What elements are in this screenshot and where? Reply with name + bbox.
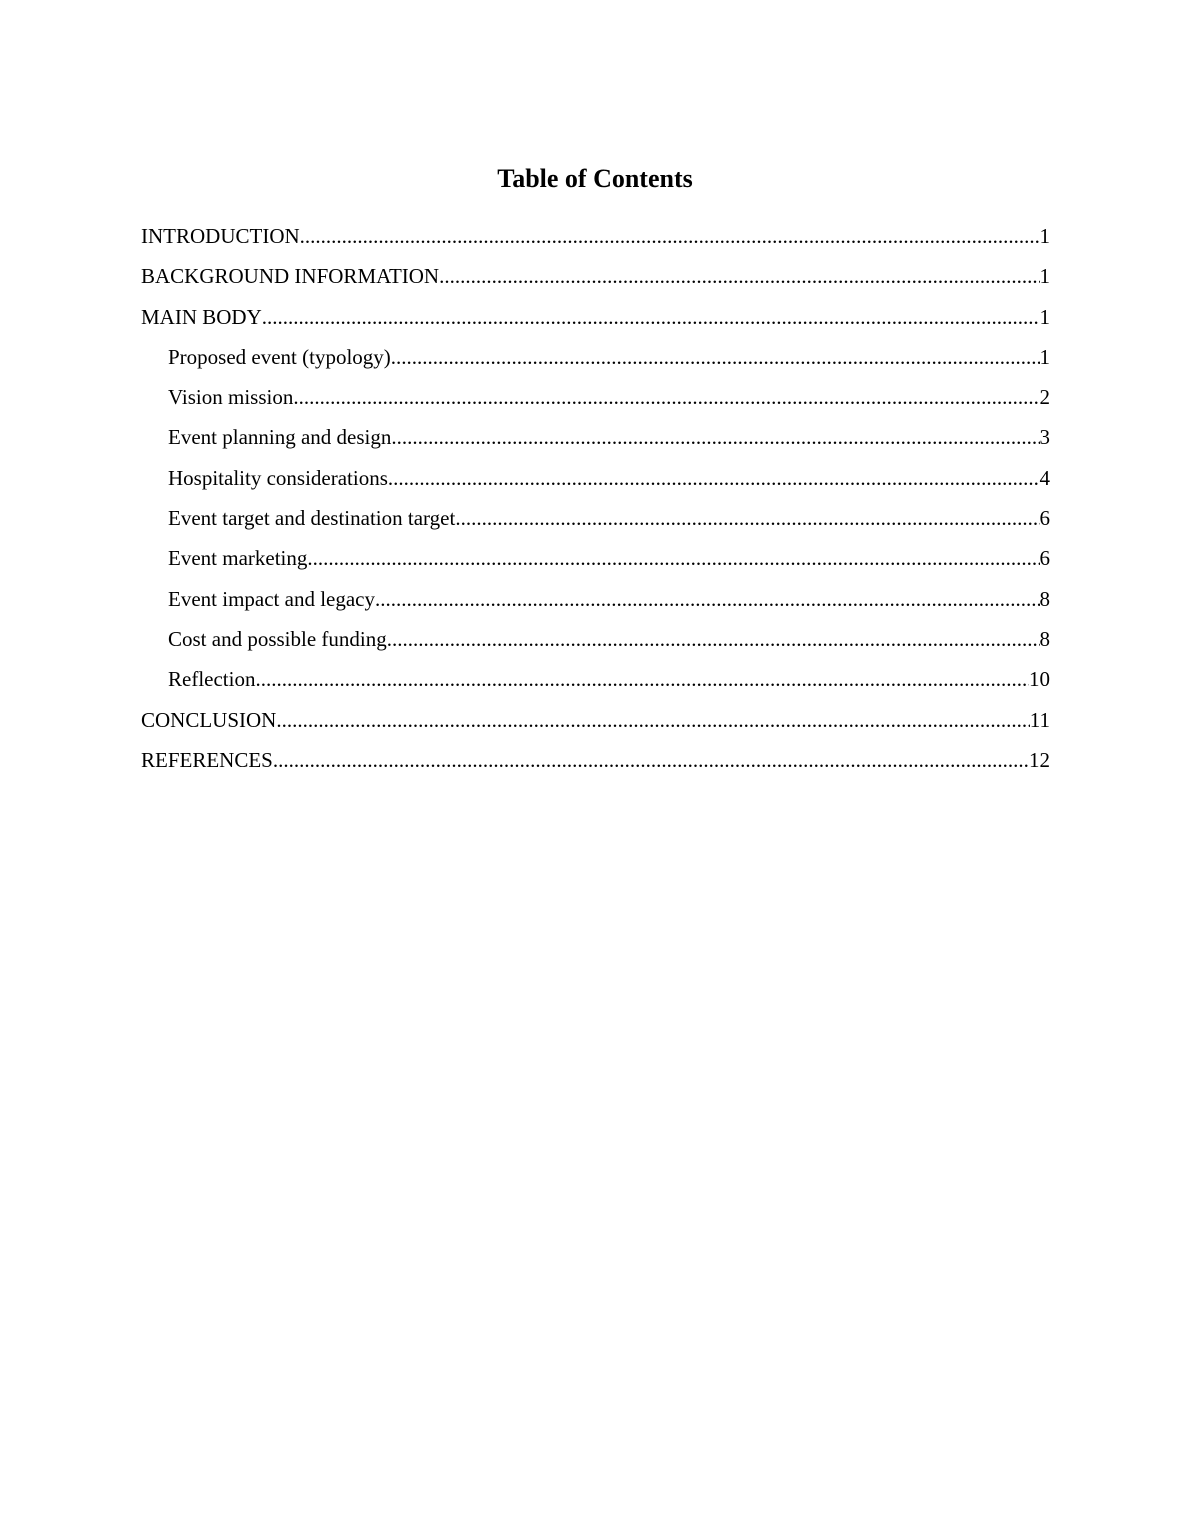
toc-list [141, 216, 1050, 780]
toc-entry-proposed-event[interactable] [141, 337, 1050, 377]
toc-page-number: 6 [1039, 546, 1050, 571]
toc-dot-leader [391, 337, 1040, 377]
toc-page-number: 8 [1039, 586, 1050, 611]
toc-entry-label: Hospitality considerations [168, 465, 388, 490]
toc-entry-label: Event target and destination target [168, 506, 456, 531]
toc-entry-hospitality-considerations[interactable] [141, 458, 1050, 498]
toc-entry-label: Reflection [168, 667, 256, 692]
toc-dot-leader [255, 659, 1029, 699]
toc-entry-event-impact[interactable] [141, 579, 1050, 619]
toc-entry-introduction[interactable] [141, 216, 1050, 256]
toc-page-number: 1 [1039, 224, 1050, 248]
toc-page-number: 6 [1039, 506, 1050, 531]
toc-entry-label: INTRODUCTION [141, 224, 300, 248]
toc-entry-label: BACKGROUND INFORMATION [141, 264, 440, 289]
toc-entry-label: REFERENCES [141, 747, 273, 772]
toc-entry-label: Event planning and design [168, 425, 392, 450]
toc-page-number: 1 [1039, 344, 1050, 369]
toc-entry-label: Proposed event (typology) [168, 344, 391, 369]
toc-dot-leader [455, 498, 1039, 538]
toc-dot-leader [307, 538, 1039, 578]
toc-dot-leader [262, 297, 1040, 337]
toc-entry-vision-mission[interactable] [141, 377, 1050, 417]
toc-dot-leader [375, 579, 1040, 619]
toc-page-number: 1 [1039, 264, 1050, 289]
toc-entry-label: Vision mission [168, 385, 294, 410]
toc-page-number: 8 [1039, 626, 1050, 651]
toc-page-number: 1 [1039, 304, 1050, 329]
toc-dot-leader [388, 458, 1040, 498]
toc-entry-event-marketing[interactable] [141, 538, 1050, 578]
toc-entry-event-target[interactable] [141, 498, 1050, 538]
toc-page-number: 12 [1029, 747, 1050, 772]
toc-entry-cost-and-funding[interactable] [141, 619, 1050, 659]
toc-entry-reflection[interactable] [141, 659, 1050, 699]
toc-entry-label: Cost and possible funding [168, 626, 387, 651]
toc-page-number: 3 [1039, 425, 1050, 450]
toc-dot-leader [300, 216, 1040, 256]
toc-entry-main-body[interactable] [141, 297, 1050, 337]
toc-dot-leader [293, 377, 1039, 417]
toc-entry-event-planning-and-design[interactable] [141, 417, 1050, 457]
toc-entry-background-information[interactable] [141, 256, 1050, 296]
toc-dot-leader [273, 740, 1029, 780]
toc-title: Table of Contents [497, 164, 693, 193]
toc-entry-label: CONCLUSION [141, 707, 277, 732]
toc-dot-leader [276, 700, 1029, 740]
toc-dot-leader [391, 417, 1039, 457]
toc-entry-label: Event impact and legacy [168, 586, 375, 611]
toc-page-number: 11 [1029, 707, 1050, 732]
toc-page-number: 4 [1039, 465, 1050, 490]
toc-dot-leader [387, 619, 1040, 659]
toc-entry-label: Event marketing [168, 546, 308, 571]
toc-page-number: 10 [1029, 667, 1050, 692]
toc-entry-label: MAIN BODY [141, 304, 262, 329]
toc-dot-leader [439, 256, 1039, 296]
toc-entry-references[interactable] [141, 740, 1050, 780]
toc-entry-conclusion[interactable] [141, 700, 1050, 740]
toc-page-number: 2 [1039, 385, 1050, 410]
